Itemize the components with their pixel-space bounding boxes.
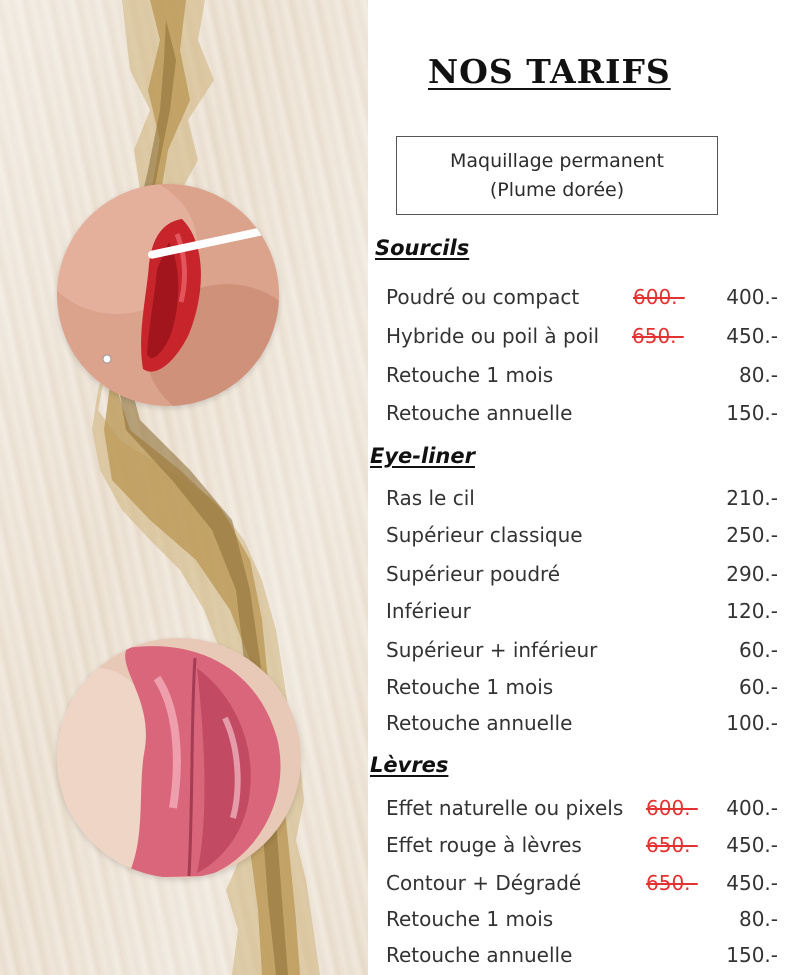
service-label: Poudré ou compact [386, 285, 580, 309]
service-label: Supérieur classique [386, 523, 583, 547]
service-price: 150.- [726, 401, 778, 425]
service-label: Contour + Dégradé [386, 871, 582, 895]
section-heading-sourcils: Sourcils [375, 236, 470, 260]
service-price: 450.- [726, 324, 778, 348]
service-label: Retouche 1 mois [386, 907, 554, 931]
price-row [386, 638, 778, 668]
service-price: 100.- [726, 711, 778, 735]
price-row [386, 711, 778, 741]
service-label: Retouche 1 mois [386, 363, 554, 387]
price-row [386, 796, 778, 826]
price-row [386, 486, 778, 516]
subtitle-line-1: Maquillage permanent [449, 149, 664, 172]
service-price: 250.- [726, 523, 778, 547]
service-label: Hybride ou poil à poil [386, 324, 600, 348]
price-row [386, 562, 778, 592]
service-price: 450.- [726, 833, 778, 857]
price-row [386, 523, 778, 553]
price-row [386, 285, 778, 315]
section-heading-levres: Lèvres [370, 753, 449, 777]
service-price: 210.- [726, 486, 778, 510]
service-price: 60.- [738, 675, 778, 699]
old-price: 600.- [646, 796, 698, 820]
service-label: Effet rouge à lèvres [386, 833, 582, 857]
service-label: Retouche annuelle [386, 711, 573, 735]
old-price: 650.- [646, 871, 698, 895]
service-label: Ras le cil [386, 486, 475, 510]
service-price: 290.- [726, 562, 778, 586]
service-label: Effet naturelle ou pixels [386, 796, 624, 820]
service-label: Retouche 1 mois [386, 675, 554, 699]
pink-lips-photo [57, 638, 301, 878]
service-label: Supérieur + inférieur [386, 638, 598, 662]
service-price: 120.- [726, 599, 778, 623]
price-row [386, 833, 778, 863]
price-row [386, 324, 778, 354]
price-row [386, 363, 778, 393]
price-row [386, 943, 778, 973]
service-label: Inférieur [386, 599, 471, 623]
price-row [386, 675, 778, 705]
service-category-box [396, 136, 718, 215]
old-price: 650.- [646, 833, 698, 857]
service-label: Supérieur poudré [386, 562, 561, 586]
marble-background [0, 0, 368, 975]
red-lips-photo [57, 184, 279, 406]
price-row [386, 401, 778, 431]
service-price: 60.- [738, 638, 778, 662]
price-row [386, 907, 778, 937]
service-price: 150.- [726, 943, 778, 967]
old-price: 600.- [633, 285, 685, 309]
page-title: NOS TARIFS [428, 52, 671, 91]
price-row [386, 871, 778, 901]
subtitle-line-2: (Plume dorée) [489, 178, 625, 201]
service-label: Retouche annuelle [386, 943, 573, 967]
price-row [386, 599, 778, 629]
service-price: 80.- [738, 363, 778, 387]
old-price: 650.- [632, 324, 684, 348]
service-price: 450.- [726, 871, 778, 895]
service-price: 80.- [738, 907, 778, 931]
service-label: Retouche annuelle [386, 401, 573, 425]
service-price: 400.- [726, 285, 778, 309]
service-price: 400.- [726, 796, 778, 820]
section-heading-eye-liner: Eye-liner [370, 444, 475, 468]
